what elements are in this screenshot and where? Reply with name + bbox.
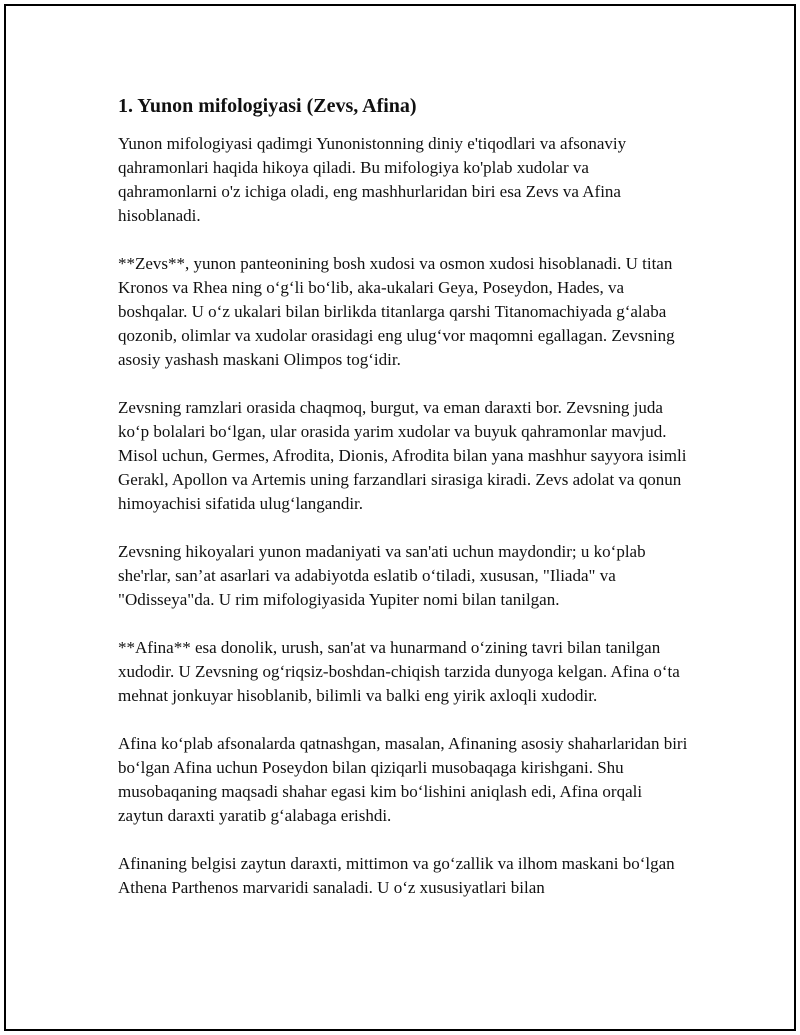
paragraph-afina-myths: Afina ko‘plab afsonalarda qatnashgan, masalan, Afinaning asosiy shaharlaridan biri bo‘lgan Afina uchun Poseydon bilan qiziqarli musobaqaga kirishgani. Shu musobaqaning maqsadi shahar egasi kim bo‘lishini aniqlash edi, Afina orqali zaytun daraxti yaratib g‘alabaga erishdi.	[118, 734, 688, 825]
paragraph-zevs: **Zevs**, yunon panteonining bosh xudosi va osmon xudosi hisoblanadi. U titan Kronos va Rhea ning o‘g‘li bo‘lib, aka-ukalari Geya, Poseydon, Hades, va boshqalar. U o‘z ukalari bilan birlikda titanlarga qarshi Titanomachiyada g‘alaba qozonib, olimlar va xudolar orasidagi eng ulug‘vor maqomni egallagan. Zevsning asosiy yashash maskani Olimpos tog‘idir.	[118, 254, 675, 369]
document-body	[118, 92, 688, 924]
paragraph-zevs-symbols: Zevsning ramzlari orasida chaqmoq, burgut, va eman daraxti bor. Zevsning juda ko‘p bolalari bo‘lgan, ular orasida yarim xudolar va buyuk qahramonlar mavjud. Misol uchun, Germes, Afrodita, Dionis, Afrodita bilan yana mashhur sayyora isimli Gerakl, Apollon va Artemis uning farzandlari sirasiga kiradi. Zevs adolat va qonun himoyachisi sifatida ulug‘langandir.	[118, 398, 687, 513]
page-title: 1. Yunon mifologiyasi (Zevs, Afina)	[118, 95, 417, 117]
paragraph-afina: **Afina** esa donolik, urush, san'at va hunarmand o‘zining tavri bilan tanilgan xudodir. U Zevsning og‘riqsiz-boshdan-chiqish tarzida dunyoga kelgan. Afina o‘ta mehnat jonkuyar hisoblanib, bilimli va balki eng yirik axloqli xudodir.	[118, 638, 680, 705]
paragraph-intro: Yunon mifologiyasi qadimgi Yunonistonning diniy e'tiqodlari va afsonaviy qahramonlari haqida hikoya qiladi. Bu mifologiya ko'plab xudolar va qahramonlarni o'z ichiga oladi, eng mashhurlaridan biri esa Zevs va Afina hisoblanadi.	[118, 134, 627, 225]
paragraph-zevs-culture: Zevsning hikoyalari yunon madaniyati va san'ati uchun maydondir; u ko‘plab she'rlar, san’at asarlari va adabiyotda eslatib o‘tiladi, xususan, "Iliada" va "Odisseya"da. U rim mifologiyasida Yupiter nomi bilan tanilgan.	[118, 542, 646, 609]
paragraph-afina-symbols: Afinaning belgisi zaytun daraxti, mittimon va go‘zallik va ilhom maskani bo‘lgan Athena Parthenos marvaridi sanaladi. U o‘z xususiyatlari bilan	[118, 854, 675, 897]
